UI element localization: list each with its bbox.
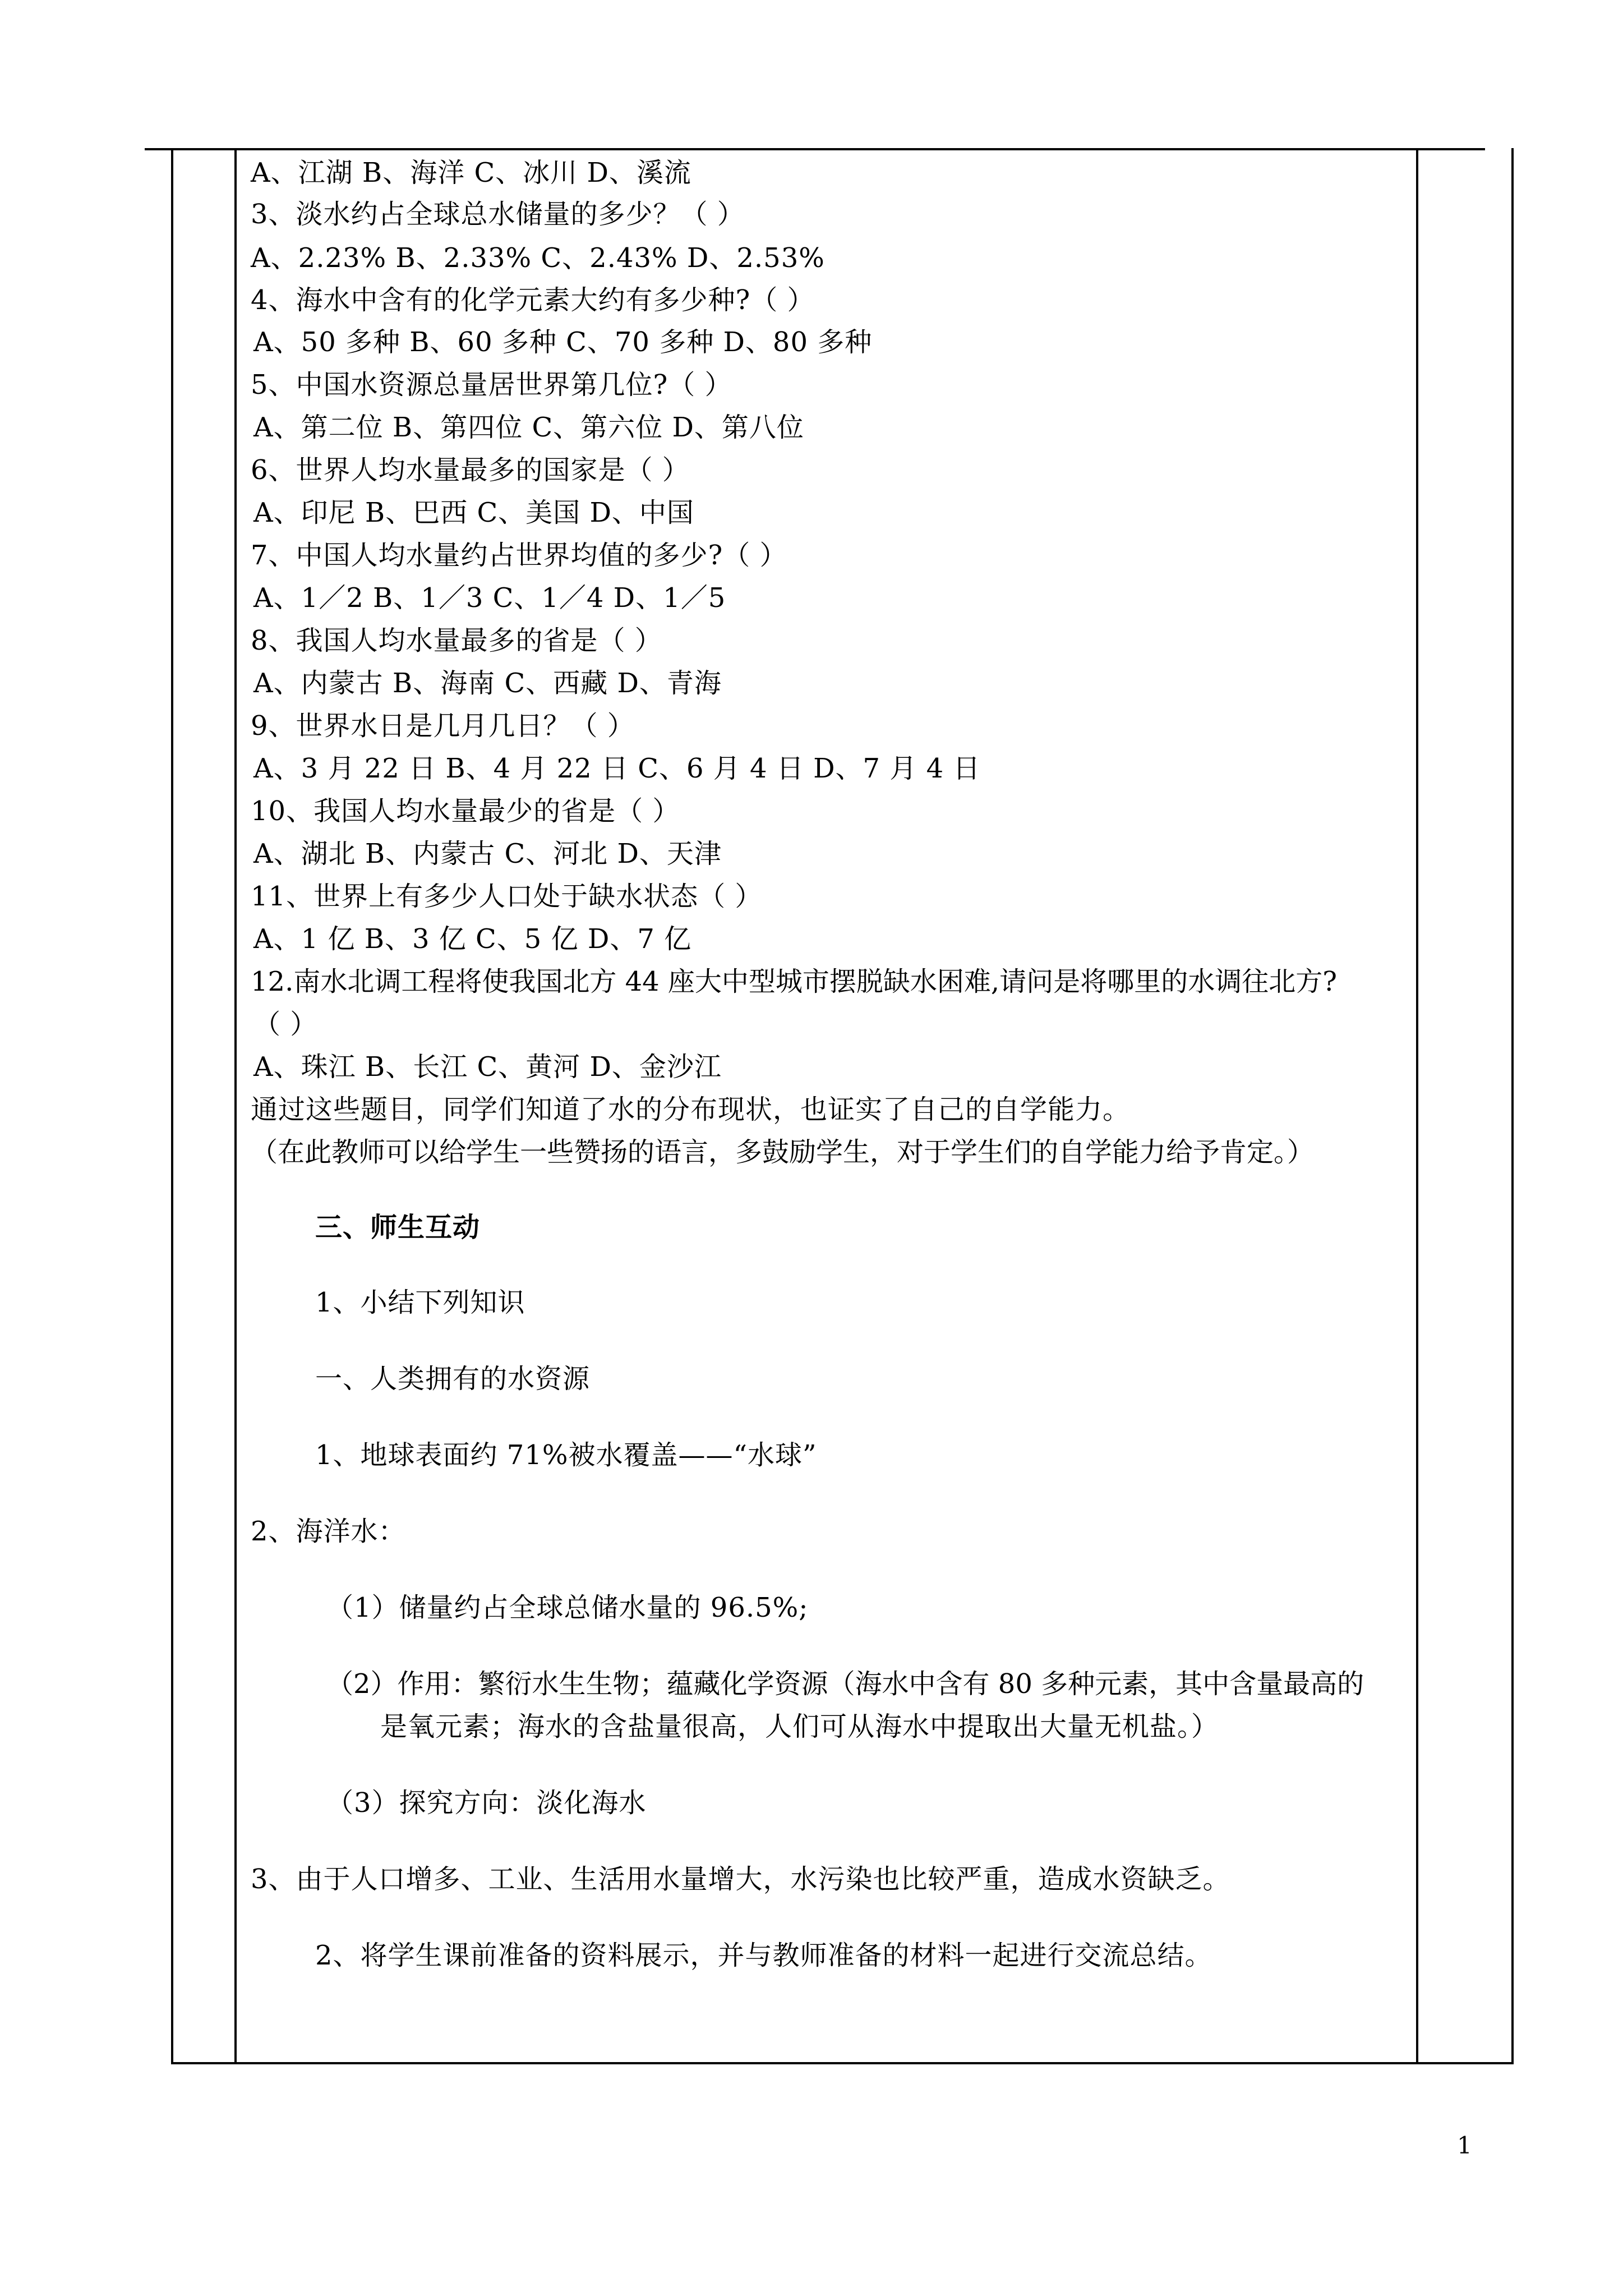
teacher-note: （在此教师可以给学生一些赞扬的语言，多鼓励学生，对于学生们的自学能力给予肯定。）: [251, 1137, 1315, 1168]
table-bottom-border: [171, 2062, 1514, 2064]
q5-options: A、第二位 B、第四位 C、第六位 D、第八位: [253, 412, 804, 443]
q8-options: A、内蒙古 B、海南 C、西藏 D、青海: [253, 668, 722, 699]
point-3: 3、由于人口增多、工业、生活用水量增大，水污染也比较严重，造成水资缺乏。: [251, 1864, 1230, 1895]
table-left-border: [171, 148, 173, 2064]
q8-question: 8、我国人均水量最多的省是（ ）: [251, 625, 662, 656]
point-2: 2、海洋水：: [251, 1516, 406, 1547]
section-item-1: 1、小结下列知识: [315, 1287, 525, 1318]
point-2-3: （3）探究方向：淡化海水: [326, 1787, 647, 1819]
section-heading: 三、师生互动: [315, 1212, 481, 1243]
q11-options: A、1 亿 B、3 亿 C、5 亿 D、7 亿: [253, 923, 692, 955]
sub-heading: 一、人类拥有的水资源: [315, 1363, 591, 1395]
summary-line: 通过这些题目，同学们知道了水的分布现状，也证实了自己的自学能力。: [251, 1094, 1131, 1125]
table-right-border: [1511, 148, 1514, 2064]
q9-options: A、3 月 22 日 B、4 月 22 日 C、6 月 4 日 D、7 月 4 日: [253, 753, 981, 784]
q2-options: A、江湖 B、海洋 C、冰川 D、溪流: [251, 157, 691, 188]
point-1: 1、地球表面约 71%被水覆盖——“水球”: [315, 1439, 817, 1471]
q10-options: A、湖北 B、内蒙古 C、河北 D、天津: [253, 838, 722, 869]
q3-options: A、2.23% B、2.33% C、2.43% D、2.53%: [251, 242, 825, 274]
q7-question: 7、中国人均水量约占世界均值的多少?（ ）: [251, 540, 787, 571]
q4-options: A、50 多种 B、60 多种 C、70 多种 D、80 多种: [253, 326, 873, 358]
q6-question: 6、世界人均水量最多的国家是（ ）: [251, 454, 690, 486]
point-2-2a: （2）作用：繁衍水生生物；蕴藏化学资源（海水中含有 80 多种元素，其中含量最高的: [326, 1668, 1364, 1700]
q12-options: A、珠江 B、长江 C、黄河 D、金沙江: [253, 1051, 722, 1083]
q7-options: A、1／2 B、1／3 C、1／4 D、1／5: [253, 582, 726, 614]
table-inner-left-border: [234, 148, 237, 2064]
q9-question: 9、世界水日是几月几日？（ ）: [251, 710, 635, 742]
q10-question: 10、我国人均水量最少的省是（ ）: [251, 795, 680, 827]
header-rule: [145, 148, 1485, 150]
q4-question: 4、海水中含有的化学元素大约有多少种?（ ）: [251, 284, 815, 316]
q12-blank: （ ）: [253, 1009, 318, 1040]
q12-question: 12.南水北调工程将使我国北方 44 座大中型城市摆脱缺水困难,请问是将哪里的水调往北方?: [251, 966, 1337, 997]
section-item-2: 2、将学生课前准备的资料展示，并与教师准备的材料一起进行交流总结。: [315, 1940, 1212, 1971]
point-2-2b: 是氧元素；海水的含盐量很高，人们可从海水中提取出大量无机盐。）: [380, 1711, 1219, 1742]
table-inner-right-border: [1416, 148, 1418, 2064]
point-2-1: （1）储量约占全球总储水量的 96.5%;: [326, 1592, 809, 1623]
page-number: 1: [1457, 2132, 1472, 2159]
q3-question: 3、淡水约占全球总水储量的多少？（ ）: [251, 199, 745, 230]
q11-question: 11、世界上有多少人口处于缺水状态（ ）: [251, 881, 763, 912]
q6-options: A、印尼 B、巴西 C、美国 D、中国: [253, 497, 694, 528]
q5-question: 5、中国水资源总量居世界第几位?（ ）: [251, 369, 732, 401]
